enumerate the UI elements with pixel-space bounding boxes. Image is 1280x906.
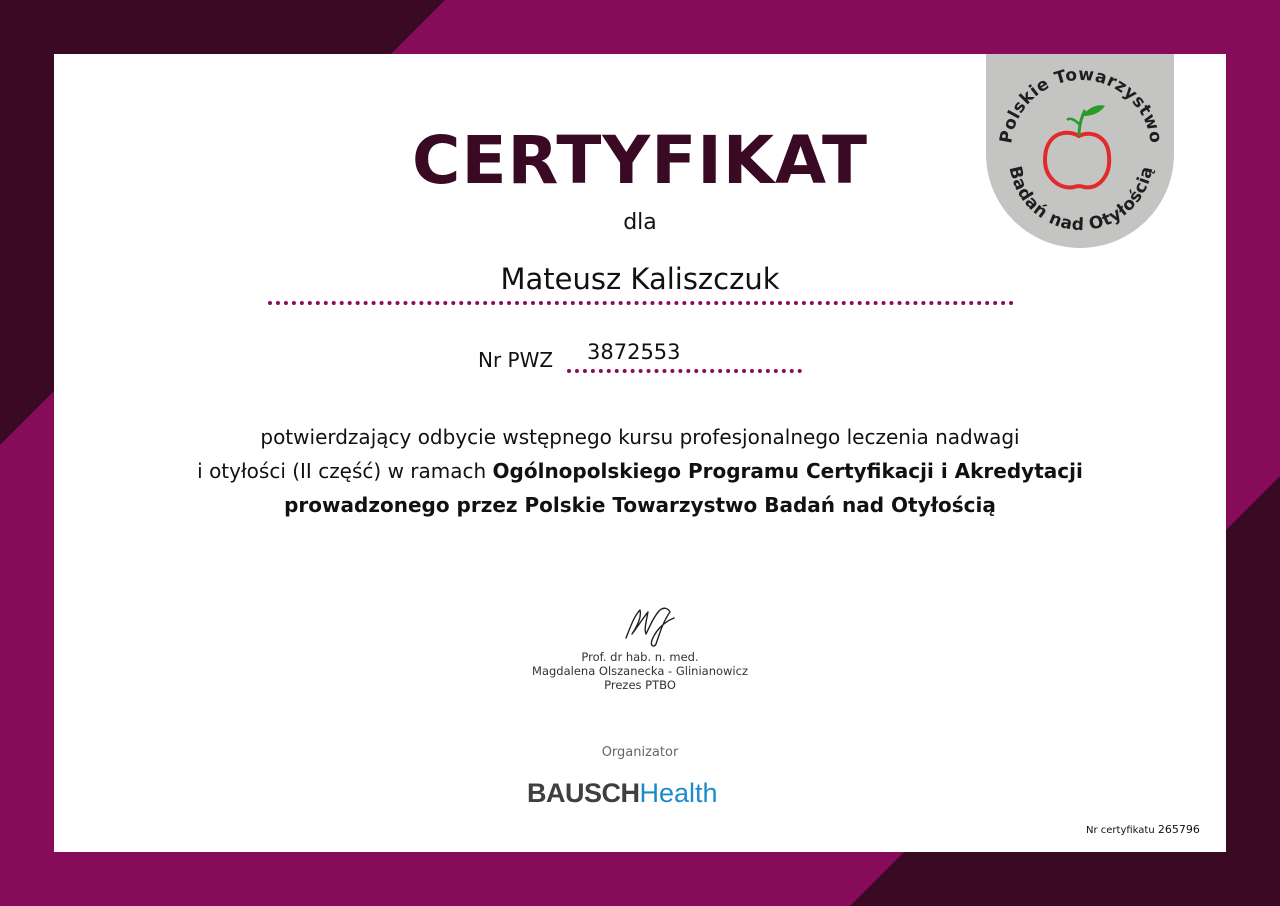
signatory-block <box>0 650 1280 692</box>
body-line-3 <box>0 488 1280 522</box>
pwz-number: 3872553 <box>587 340 681 364</box>
name-dotted-line <box>268 301 1014 305</box>
for-label: dla <box>623 210 657 235</box>
logo-part-bausch: BAUSCH <box>527 778 640 808</box>
pwz-dotted-line <box>567 369 802 373</box>
bausch-health-logo <box>527 778 718 809</box>
signatory-title: Prof. dr hab. n. med. <box>581 650 699 664</box>
organizer-label: Organizator <box>601 745 679 760</box>
certificate-number <box>1086 823 1200 836</box>
body-line-2-normal: i otyłości (II część) w ramach <box>197 459 493 483</box>
recipient-name: Mateusz Kaliszczuk <box>500 262 780 296</box>
pwz-label: Nr PWZ <box>478 348 554 372</box>
signatory-name: Magdalena Olszanecka - Glinianowicz <box>532 664 748 678</box>
body-line-3-bold: prowadzonego przez Polskie Towarzystwo Badań nad Otyłością <box>284 493 996 517</box>
body-line-1: potwierdzający odbycie wstępnego kursu profesjonalnego leczenia nadwagi <box>260 425 1020 449</box>
signatory-role: Prezes PTBO <box>604 678 676 692</box>
seal-bottom-text: Badań nad Otyłością <box>1004 164 1158 236</box>
certificate-number-label: Nr certyfikatu <box>1086 825 1155 836</box>
body-line-2 <box>0 454 1280 488</box>
certificate-body <box>0 420 1280 522</box>
certificate-number-value: 265796 <box>1157 823 1200 836</box>
seal-top-text: Polskie Towarzystwo <box>996 64 1166 145</box>
body-line-2-bold: Ogólnopolskiego Programu Certyfikacji i Akredytacji <box>492 459 1083 483</box>
certificate-title: CERTYFIKAT <box>412 122 868 199</box>
logo-part-health: Health <box>639 778 718 808</box>
signature <box>620 604 682 648</box>
